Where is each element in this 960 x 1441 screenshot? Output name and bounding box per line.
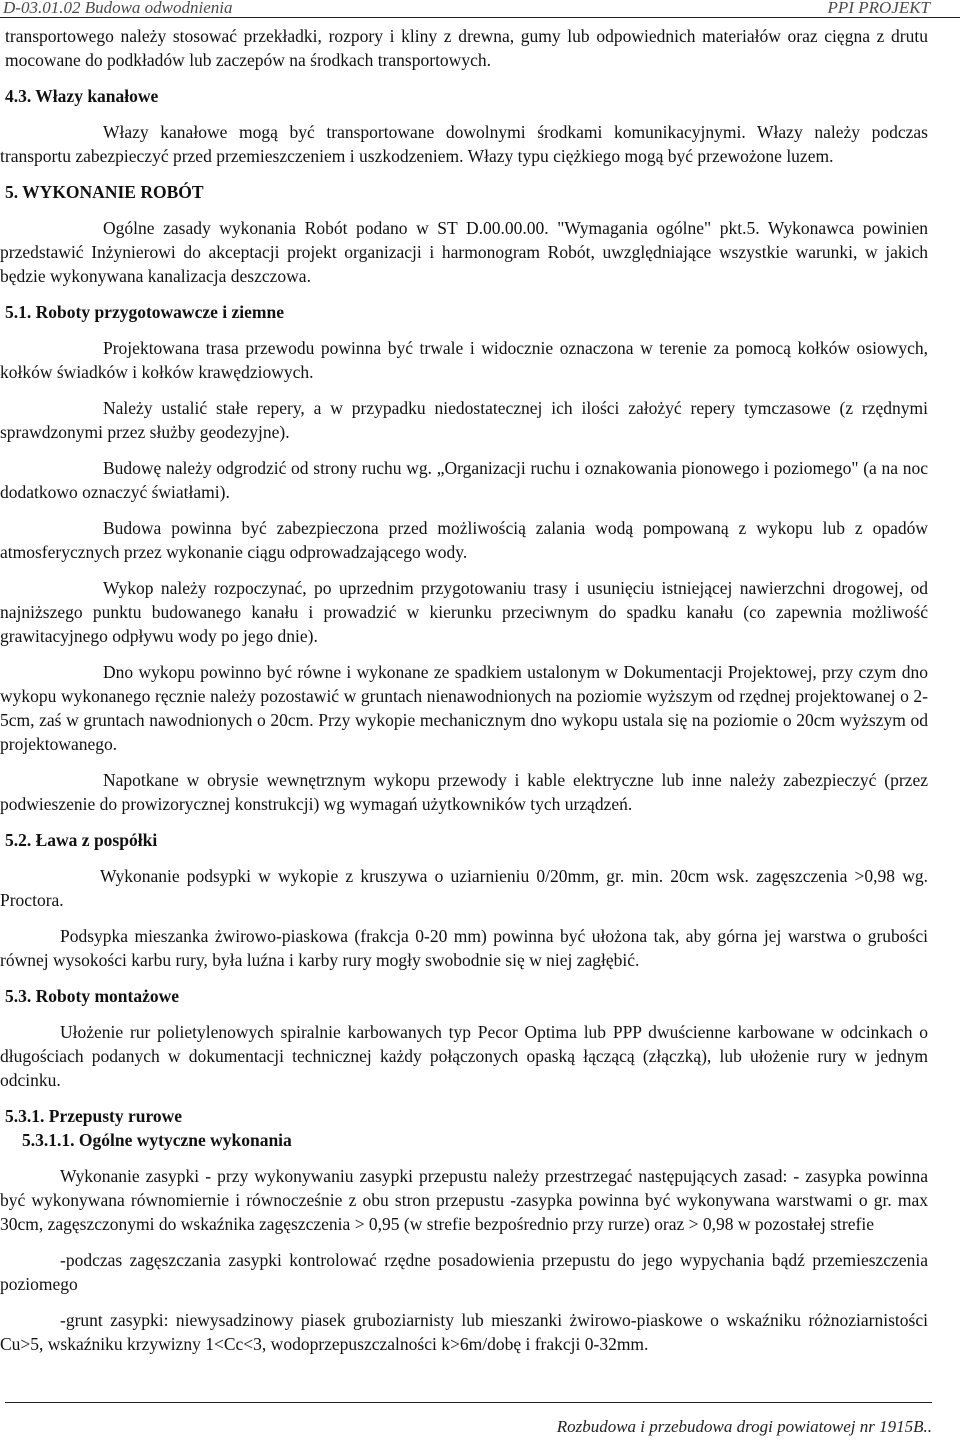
section-heading: 5. WYKONANIE ROBÓT bbox=[5, 182, 204, 202]
document-body bbox=[0, 24, 928, 1356]
paragraph: Wykop należy rozpoczynać, po uprzednim przygotowaniu trasy i usunięciu istniejącej nawierzchni drogowej, od najniższego punktu budowanego kanału i prowadzić w kierunku przeciwnym do spadku kanału (co zapewnia możliwość grawitacyjnego odpływu wody po jego dnie). bbox=[0, 578, 928, 646]
paragraph: Włazy kanałowe mogą być transportowane dowolnymi środkami komunikacyjnymi. Włazy należy podczas transportu zabezpieczyć przed przemieszczeniem i uszkodzeniem. Włazy typu ciężkiego mogą być przewożone luzem. bbox=[0, 122, 928, 166]
section-heading: 5.1. Roboty przygotowawcze i ziemne bbox=[5, 302, 284, 322]
paragraph: Ułożenie rur polietylenowych spiralnie karbowanych typ Pecor Optima lub PPP dwuścienne karbowane w odcinkach o długościach podanych w dokumentacji technicznej każdy połączonych opaską łączącą (złączką), lub ułożenie rury w jednym odcinku. bbox=[0, 1022, 928, 1090]
paragraph: -grunt zasypki: niewysadzinowy piasek gruboziarnisty lub mieszanki żwirowo-piaskowe o wskaźniku różnoziarnistości Cu>5, wskaźniku krzywizny 1<Cc<3, wodoprzepuszczalności k>6m/dobę i frakcji 0-32mm. bbox=[0, 1310, 928, 1354]
paragraph: -podczas zagęszczania zasypki kontrolować rzędne posadowienia przepustu do jego wypychania bądź przemieszczenia poziomego bbox=[0, 1250, 928, 1294]
paragraph: Dno wykopu powinno być równe i wykonane ze spadkiem ustalonym w Dokumentacji Projektowej, przy czym dno wykopu wykonanego ręcznie należy pozostawić w gruntach nienawodnionych na poziomie wyższym od rzędnej projektowanej o 2-5cm, zaś w gruntach nawodnionych o 20cm. Przy wykopie mechanicznym dno wykopu ustala się na poziomie o 20cm wyższym od projektowanego. bbox=[0, 662, 928, 754]
section-heading: 5.3. Roboty montażowe bbox=[5, 986, 180, 1006]
paragraph: Budowa powinna być zabezpieczona przed możliwością zalania wodą pompowaną z wykopu lub z opadów atmosferycznych przez wykonanie ciągu odprowadzającego wody. bbox=[0, 518, 928, 562]
paragraph: Napotkane w obrysie wewnętrznym wykopu przewody i kable elektryczne lub inne należy zabezpieczyć (przez podwieszenie do prowizorycznej konstrukcji) wg wymagań użytkowników tych urządzeń. bbox=[0, 770, 928, 814]
subsection-heading: 5.3.1.1. Ogólne wytyczne wykonania bbox=[22, 1130, 292, 1150]
section-heading: 5.2. Ława z pospółki bbox=[5, 830, 158, 850]
page-header bbox=[0, 0, 960, 20]
paragraph: Podsypka mieszanka żwirowo-piaskowa (frakcja 0-20 mm) powinna być ułożona tak, aby górna jej warstwa o grubości równej wysokości karbu rury, była luźna i karby rury mogły swobodnie się w niej zagłębić. bbox=[0, 926, 928, 970]
paragraph: Projektowana trasa przewodu powinna być trwale i widocznie oznaczona w terenie za pomocą kołków osiowych, kołków świadków i kołków krawędziowych. bbox=[0, 338, 928, 382]
paragraph: Wykonanie podsypki w wykopie z kruszywa o uziarnieniu 0/20mm, gr. min. 20cm wsk. zagęszczenia >0,98 wg. Proctora. bbox=[0, 866, 928, 910]
section-heading: 5.3.1. Przepusty rurowe bbox=[5, 1106, 183, 1126]
paragraph: Należy ustalić stałe repery, a w przypadku niedostatecznej ich ilości założyć repery tymczasowe (z rzędnymi sprawdzonymi przez służby geodezyjne). bbox=[0, 398, 928, 442]
company-name: PPI PROJEKT bbox=[827, 0, 930, 17]
paragraph: Wykonanie zasypki - przy wykonywaniu zasypki przepustu należy przestrzegać następujących zasad: - zasypka powinna być wykonywana równomiernie i równocześnie z obu stron przepustu -zasypka powinna być wykonywana warstwami o gr. max 30cm, zagęszczonymi do wskaźnika zagęszczenia > 0,95 (w strefie bezpośrednio przy rurze) oraz > 0,98 w pozostałej strefie bbox=[0, 1166, 928, 1234]
footer-rule bbox=[5, 1402, 932, 1403]
project-title: Rozbudowa i przebudowa drogi powiatowej nr 1915B.. bbox=[556, 1417, 932, 1436]
header-rule bbox=[0, 17, 960, 18]
section-heading: 4.3. Włazy kanałowe bbox=[5, 86, 159, 106]
paragraph: Budowę należy odgrodzić od strony ruchu wg. „Organizacji ruchu i oznakowania pionowego i poziomego" (a na noc dodatkowo oznaczyć światłami). bbox=[0, 458, 928, 502]
document-code: D-03.01.02 Budowa odwodnienia bbox=[3, 0, 233, 17]
paragraph: transportowego należy stosować przekładki, rozpory i kliny z drewna, gumy lub odpowiednich materiałów oraz cięgna z drutu mocowane do podkładów lub zaczepów na środkach transportowych. bbox=[5, 26, 928, 70]
paragraph: Ogólne zasady wykonania Robót podano w ST D.00.00.00. "Wymagania ogólne" pkt.5. Wykonawca powinien przedstawić Inżynierowi do akceptacji projekt organizacji i harmonogram Robót, uwzględniające wszystkie warunki, w jakich będzie wykonywana kanalizacja deszczowa. bbox=[0, 218, 928, 286]
